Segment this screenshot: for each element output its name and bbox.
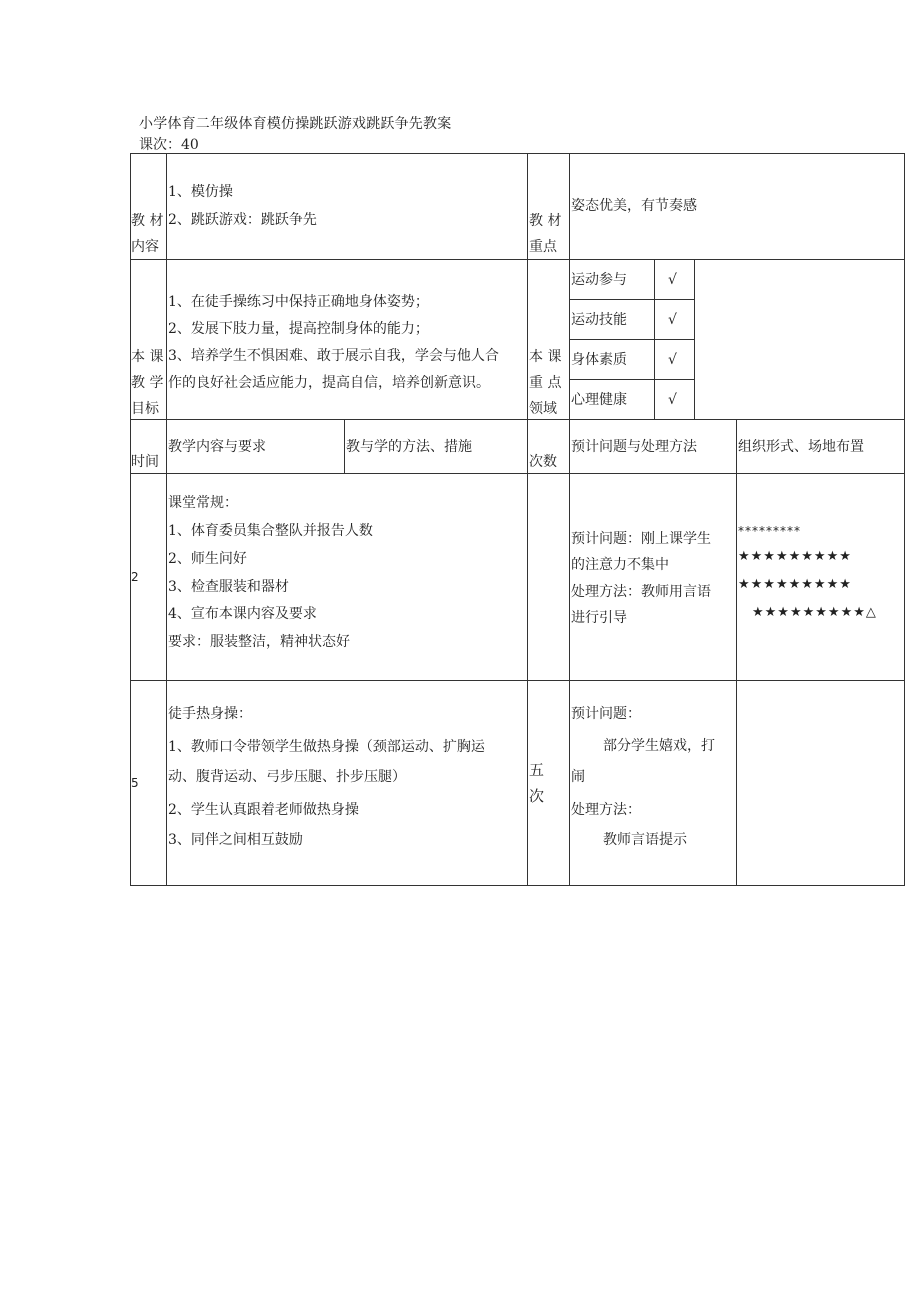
table-rule bbox=[344, 419, 345, 474]
section-line: 2、学生认真跟着老师做热身操 bbox=[168, 802, 359, 818]
table-rule bbox=[569, 153, 570, 886]
domain-name: 运动技能 bbox=[571, 312, 627, 328]
domain-check: √ bbox=[668, 272, 677, 288]
section-line: 1、体育委员集合整队并报告人数 bbox=[168, 523, 373, 539]
focus-text: 姿态优美，有节奏感 bbox=[571, 198, 697, 214]
lesson-number: 课次：40 bbox=[139, 137, 199, 153]
header-content: 教学内容与要求 bbox=[168, 439, 266, 455]
focus-label: 教 材 bbox=[529, 213, 562, 229]
page-title: 小学体育二年级体育模仿操跳跃游戏跳跃争先教案 bbox=[139, 116, 452, 132]
domain-label: 领域 bbox=[529, 401, 557, 417]
problem-line: 处理方法：教师用言语 bbox=[571, 584, 711, 600]
section-line: 要求：服装整洁，精神状态好 bbox=[168, 634, 350, 650]
material-item: 1、模仿操 bbox=[168, 184, 233, 200]
count-value: 五 bbox=[529, 761, 545, 779]
section-time: 2 bbox=[131, 570, 139, 584]
table-border-bottom bbox=[130, 885, 905, 886]
domain-label: 重 点 bbox=[529, 375, 562, 391]
formation-row: ★★★★★★★★★ bbox=[738, 577, 852, 592]
header-method: 教与学的方法、措施 bbox=[346, 439, 472, 455]
goal-line: 2、发展下肢力量，提高控制身体的能力； bbox=[168, 321, 429, 337]
table-rule bbox=[569, 339, 694, 340]
formation-row: ★★★★★★★★★△ bbox=[752, 605, 877, 620]
goal-line: 作的良好社会适应能力，提高自信，培养创新意识。 bbox=[168, 375, 490, 391]
material-label: 内容 bbox=[131, 239, 159, 255]
formation-row: ★★★★★★★★★ bbox=[738, 549, 852, 564]
section-line: 4、宣布本课内容及要求 bbox=[168, 606, 317, 622]
problem-line: 的注意力不集中 bbox=[571, 557, 669, 573]
goal-line: 3、培养学生不惧困难、敢于展示自我，学会与他人合 bbox=[168, 348, 499, 364]
header-count: 次数 bbox=[529, 454, 557, 470]
section-line: 课堂常规： bbox=[168, 495, 238, 511]
table-rule bbox=[569, 379, 694, 380]
section-line: 2、师生问好 bbox=[168, 551, 247, 567]
material-item: 2、跳跃游戏：跳跃争先 bbox=[168, 212, 317, 228]
goal-label: 教 学 bbox=[131, 375, 164, 391]
header-problem: 预计问题与处理方法 bbox=[571, 439, 697, 455]
material-label: 教 材 bbox=[131, 213, 164, 229]
table-rule bbox=[130, 473, 905, 474]
domain-name: 运动参与 bbox=[571, 272, 627, 288]
problem-line: 预计问题： bbox=[571, 706, 641, 722]
header-organize: 组织形式、场地布置 bbox=[738, 439, 864, 455]
table-rule bbox=[527, 153, 528, 886]
table-rule bbox=[694, 259, 695, 420]
domain-name: 心理健康 bbox=[571, 392, 627, 408]
section-line: 1、教师口令带领学生做热身操（颈部运动、扩胸运 bbox=[168, 739, 485, 755]
table-rule bbox=[130, 419, 905, 420]
section-line: 动、腹背运动、弓步压腿、扑步压腿） bbox=[168, 769, 406, 785]
focus-label: 重点 bbox=[529, 239, 557, 255]
section-line: 徒手热身操： bbox=[168, 706, 252, 722]
goal-label: 本 课 bbox=[131, 349, 164, 365]
problem-line: 部分学生嬉戏，打 bbox=[603, 738, 715, 754]
domain-label: 本 课 bbox=[529, 349, 562, 365]
table-rule bbox=[654, 259, 655, 420]
domain-name: 身体素质 bbox=[571, 352, 627, 368]
header-time: 时间 bbox=[131, 454, 159, 470]
problem-line: 闹 bbox=[571, 769, 585, 785]
domain-check: √ bbox=[668, 312, 677, 328]
goal-line: 1、在徒手操练习中保持正确地身体姿势； bbox=[168, 294, 429, 310]
section-line: 3、同伴之间相互鼓励 bbox=[168, 832, 303, 848]
domain-check: √ bbox=[668, 392, 677, 408]
domain-check: √ bbox=[668, 352, 677, 368]
section-time: 5 bbox=[131, 776, 139, 790]
problem-line: 处理方法： bbox=[571, 802, 641, 818]
table-border-top bbox=[130, 153, 905, 154]
table-rule bbox=[166, 153, 167, 886]
table-rule bbox=[569, 299, 694, 300]
problem-line: 进行引导 bbox=[571, 610, 627, 626]
table-rule bbox=[736, 419, 737, 886]
formation-row: ********* bbox=[738, 524, 801, 538]
table-border-right bbox=[904, 153, 905, 886]
goal-label: 目标 bbox=[131, 401, 159, 417]
problem-line: 预计问题：刚上课学生 bbox=[571, 531, 711, 547]
table-rule bbox=[130, 259, 905, 260]
section-line: 3、检查服装和器材 bbox=[168, 579, 289, 595]
problem-line: 教师言语提示 bbox=[603, 832, 687, 848]
table-rule bbox=[130, 680, 905, 681]
count-value: 次 bbox=[529, 787, 545, 805]
